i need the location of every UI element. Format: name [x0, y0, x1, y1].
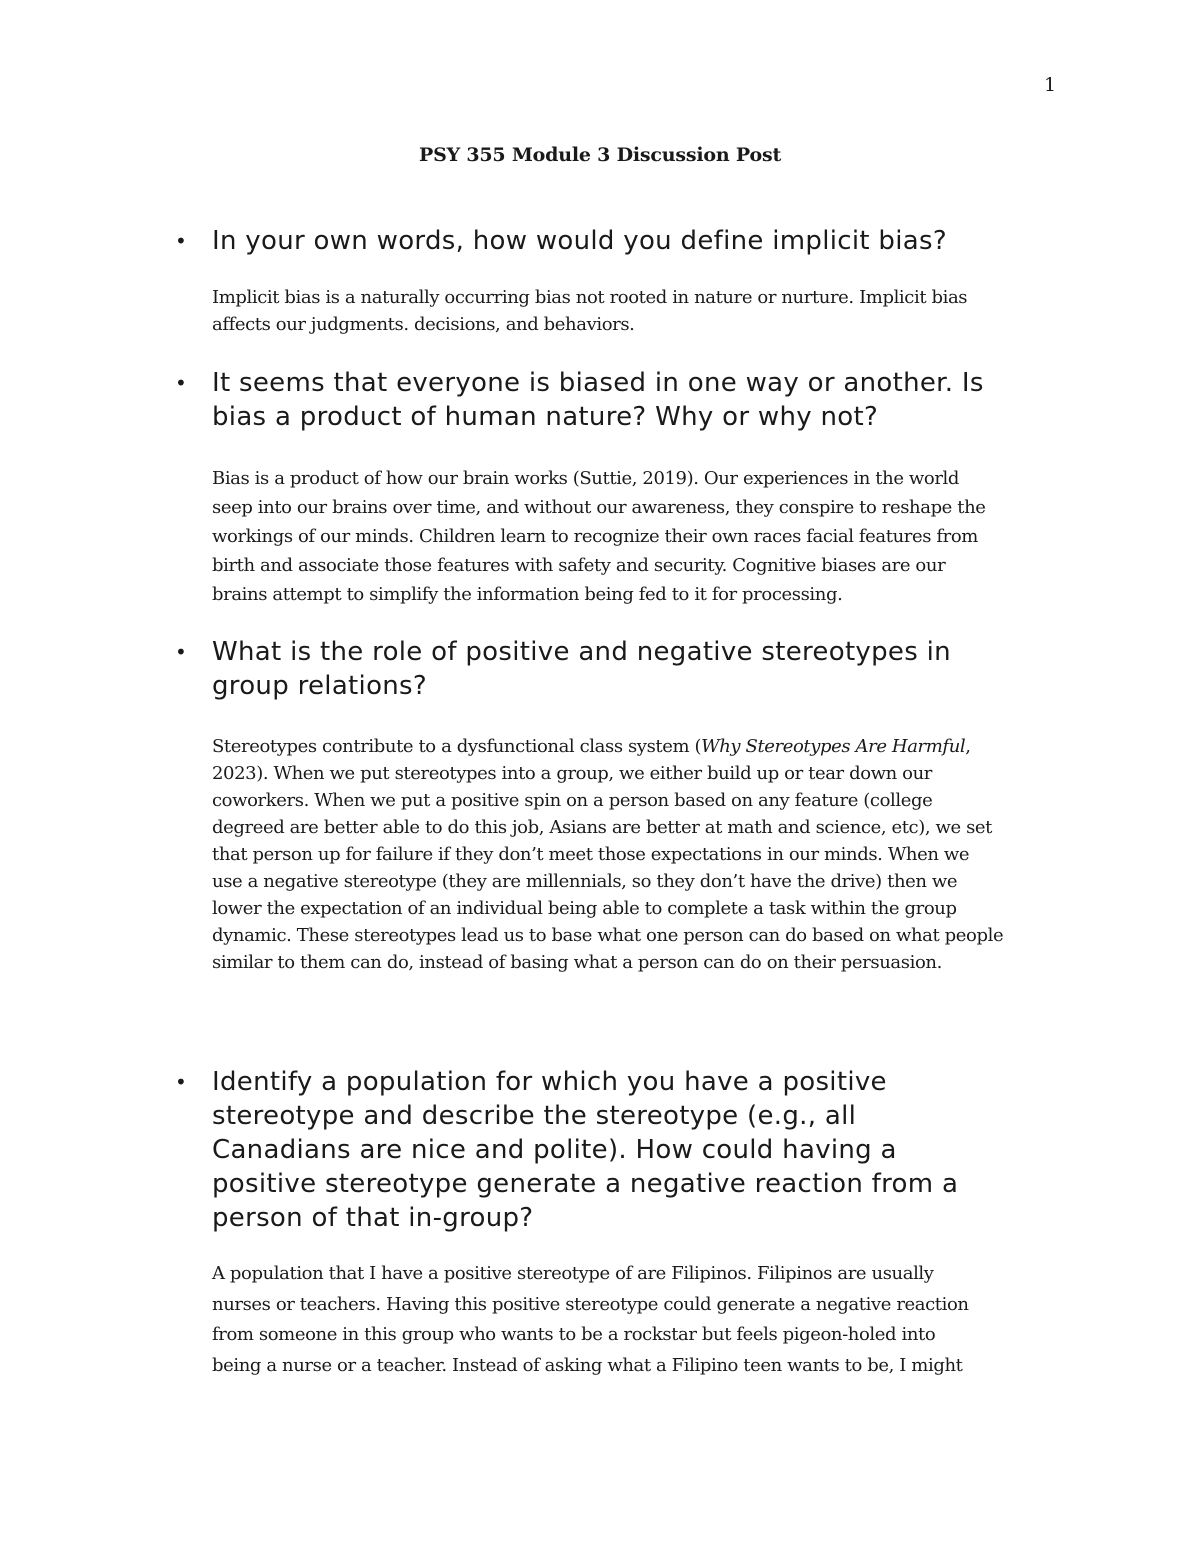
answer-line: similar to them can do, instead of basing what a person can do on their persuasion. — [212, 952, 942, 973]
answer-line: birth and associate those features with safety and security. Cognitive biases are our — [212, 555, 946, 576]
question-line: bias a product of human nature? Why or why not? — [212, 402, 879, 432]
question-line: Canadians are nice and polite). How could having a — [212, 1135, 897, 1165]
answer-line: nurses or teachers. Having this positive stereotype could generate a negative reaction — [212, 1293, 969, 1315]
bullet-icon: • — [175, 371, 188, 395]
answer-3 — [212, 733, 1072, 976]
question-line: In your own words, how would you define implicit bias? — [212, 226, 947, 256]
answer-line: coworkers. When we put a positive spin on a person based on any feature (college — [212, 790, 933, 811]
answer-2 — [212, 464, 1072, 609]
answer-4 — [212, 1259, 1072, 1381]
answer-line: seep into our brains over time, and without our awareness, they conspire to reshape the — [212, 497, 986, 518]
bullet-icon: • — [175, 640, 188, 664]
question-line: person of that in-group? — [212, 1203, 534, 1233]
document-title: PSY 355 Module 3 Discussion Post — [418, 144, 782, 166]
citation-title: Why Stereotypes Are Harmful — [701, 736, 966, 757]
page-number: 1 — [1044, 74, 1057, 96]
answer-line: degreed are better able to do this job, Asians are better at math and science, etc), we set — [212, 817, 993, 838]
answer-line: Bias is a product of how our brain works (Suttie, 2019). Our experiences in the world — [212, 468, 960, 489]
question-line: group relations? — [212, 671, 427, 701]
answer-text: , — [965, 736, 971, 757]
answer-line: A population that I have a positive stereotype of are Filipinos. Filipinos are usually — [212, 1263, 934, 1284]
answer-line — [212, 733, 1072, 760]
answer-line: brains attempt to simplify the information being fed to it for processing. — [212, 584, 843, 605]
question-line: It seems that everyone is biased in one way or another. Is — [212, 368, 984, 398]
answer-line: 2023). When we put stereotypes into a group, we either build up or tear down our — [212, 763, 932, 784]
bullet-icon: • — [175, 229, 188, 253]
question-1 — [175, 224, 1082, 258]
question-line: stereotype and describe the stereotype (e.g., all — [212, 1101, 857, 1131]
answer-1 — [212, 284, 1072, 338]
question-line: positive stereotype generate a negative reaction from a — [212, 1169, 959, 1199]
question-line: Identify a population for which you have a positive — [212, 1067, 887, 1097]
answer-line: that person up for failure if they don’t meet those expectations in our minds. When we — [212, 844, 970, 865]
answer-line: lower the expectation of an individual being able to complete a task within the group — [212, 898, 957, 919]
answer-line: Implicit bias is a naturally occurring bias not rooted in nature or nurture. Implicit bias — [212, 287, 968, 308]
answer-line: use a negative stereotype (they are millennials, so they don’t have the drive) then we — [212, 871, 958, 892]
question-line: What is the role of positive and negative stereotypes in — [212, 637, 951, 667]
question-3 — [175, 635, 1082, 703]
answer-line: affects our judgments. decisions, and behaviors. — [212, 314, 635, 335]
question-2 — [175, 366, 1082, 434]
answer-line: being a nurse or a teacher. Instead of asking what a Filipino teen wants to be, I might — [212, 1354, 963, 1376]
question-4 — [175, 1065, 1082, 1235]
bullet-icon: • — [175, 1070, 188, 1094]
answer-line: workings of our minds. Children learn to recognize their own races facial features from — [212, 526, 978, 547]
answer-text: Stereotypes contribute to a dysfunctional class system ( — [212, 736, 702, 757]
answer-line: dynamic. These stereotypes lead us to base what one person can do based on what people — [212, 925, 1004, 946]
answer-line: from someone in this group who wants to be a rockstar but feels pigeon-holed into — [212, 1324, 936, 1345]
